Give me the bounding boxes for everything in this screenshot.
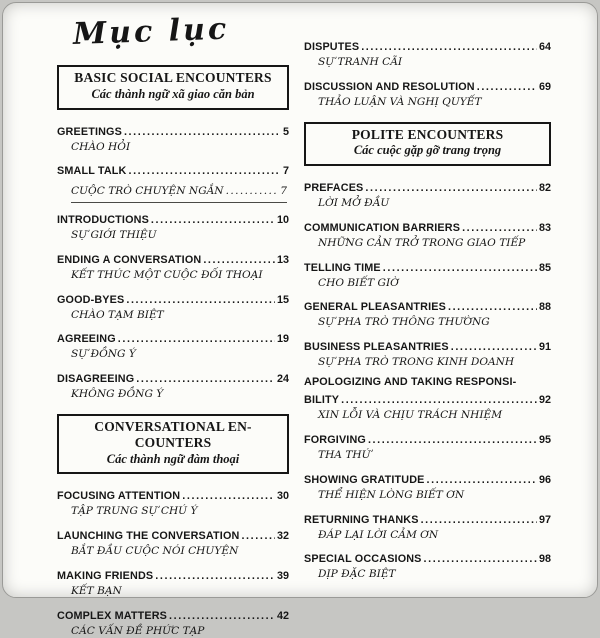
entry-title: GENERAL PLEASANTRIES — [304, 301, 446, 314]
table-of-contents-page — [2, 2, 598, 598]
entry-title: SHOWING GRATITUDE — [304, 474, 425, 487]
dot-leader — [203, 249, 275, 269]
entry-title: GREETINGS — [57, 126, 122, 139]
entry-subtitle: THỂ HIỆN LÒNG BIẾT ƠN — [318, 489, 551, 503]
section-title-line2: COUNTERS — [63, 435, 283, 451]
entry-subtitle: CHO BIẾT GIỜ — [318, 277, 551, 291]
toc-entry-small-talk — [57, 160, 289, 203]
entry-page-number: 88 — [539, 301, 551, 314]
dot-leader — [126, 289, 275, 309]
entry-subtitle: NHỮNG CẢN TRỞ TRONG GIAO TIẾP — [318, 237, 551, 251]
toc-entry-forgiving — [304, 429, 551, 463]
toc-entry-business-pleasantries — [304, 336, 551, 370]
entry-subtitle: SỰ PHA TRÒ TRONG KINH DOANH — [318, 356, 551, 370]
entry-page-number: 42 — [277, 610, 289, 623]
entry-page-number: 24 — [277, 373, 289, 386]
dot-leader — [182, 485, 275, 505]
toc-entry-disagreeing — [57, 368, 289, 402]
entry-subtitle: KẾT BẠN — [71, 585, 289, 599]
entry-row — [57, 209, 289, 229]
entry-page-number: 15 — [277, 294, 289, 307]
entry-title: BUSINESS PLEASANTRIES — [304, 341, 449, 354]
entry-subtitle: SỰ TRANH CÃI — [318, 56, 551, 70]
entry-row — [57, 368, 289, 388]
toc-entry-general-pleasantries — [304, 296, 551, 330]
entry-subtitle-page-number: 7 — [280, 185, 287, 199]
entry-page-number: 92 — [539, 394, 551, 407]
entry-title: PREFACES — [304, 182, 363, 195]
section-title: BASIC SOCIAL ENCOUNTERS — [63, 70, 283, 86]
entry-subtitle-row — [71, 180, 287, 203]
entry-page-number: 7 — [283, 165, 289, 178]
entry-row — [304, 36, 551, 56]
dot-leader — [136, 368, 275, 388]
section-header-basic-social-encounters — [57, 65, 289, 110]
entry-row — [304, 296, 551, 316]
entry-title: TELLING TIME — [304, 262, 381, 275]
entry-row — [304, 509, 551, 529]
entry-title-line2: BILITY — [304, 394, 339, 407]
entry-title: FORGIVING — [304, 434, 366, 447]
entry-subtitle: TẬP TRUNG SỰ CHÚ Ý — [71, 505, 289, 519]
entry-subtitle: ĐÁP LẠI LỜI CẢM ƠN — [318, 529, 551, 543]
entry-title-line1: APOLOGIZING AND TAKING RESPONSI- — [304, 376, 516, 389]
dot-leader — [368, 429, 537, 449]
entry-title: DISCUSSION AND RESOLUTION — [304, 81, 475, 94]
entry-page-number: 69 — [539, 81, 551, 94]
entry-page-number: 32 — [277, 530, 289, 543]
entry-row — [304, 389, 551, 409]
dot-leader — [169, 605, 275, 625]
toc-entry-telling-time — [304, 257, 551, 291]
entry-row — [304, 257, 551, 277]
entry-title: SMALL TALK — [57, 165, 126, 178]
entry-row — [57, 121, 289, 141]
dot-leader — [124, 121, 281, 141]
dot-leader — [424, 548, 537, 568]
toc-entry-discussion-and-resolution — [304, 76, 551, 110]
entry-row — [57, 485, 289, 505]
section-title: POLITE ENCOUNTERS — [310, 127, 545, 143]
entry-title: DISPUTES — [304, 41, 359, 54]
entry-row — [304, 217, 551, 237]
left-column — [57, 15, 289, 587]
entry-title: SPECIAL OCCASIONS — [304, 553, 422, 566]
entry-subtitle: THẢO LUẬN VÀ NGHỊ QUYẾT — [318, 96, 551, 110]
dot-leader — [477, 76, 537, 96]
entry-page-number: 13 — [277, 254, 289, 267]
toc-entry-returning-thanks — [304, 509, 551, 543]
entry-row — [304, 548, 551, 568]
page-title: Mục lục — [72, 9, 289, 52]
section-subtitle: Các thành ngữ đàm thoại — [63, 452, 283, 468]
toc-entry-apologizing-and-taking-responsibility — [304, 376, 551, 423]
dot-leader — [118, 328, 275, 348]
entry-subtitle: KẾT THÚC MỘT CUỘC ĐỐI THOẠI — [71, 269, 289, 283]
entry-page-number: 91 — [539, 341, 551, 354]
toc-entry-good-byes — [57, 289, 289, 323]
entry-row — [57, 328, 289, 348]
entry-row — [304, 336, 551, 356]
entry-subtitle: SỰ PHA TRÒ THÔNG THƯỜNG — [318, 316, 551, 330]
dot-leader — [151, 209, 275, 229]
entry-page-number: 97 — [539, 514, 551, 527]
entry-row — [57, 160, 289, 180]
toc-entry-disputes — [304, 36, 551, 70]
dot-leader — [128, 160, 281, 180]
entry-subtitle: CHÀO TẠM BIỆT — [71, 309, 289, 323]
entry-subtitle: KHÔNG ĐỒNG Ý — [71, 388, 289, 402]
section-subtitle: Các cuộc gặp gỡ trang trọng — [310, 143, 545, 159]
entry-row — [57, 565, 289, 585]
entry-subtitle: CUỘC TRÒ CHUYỆN NGẮN — [71, 185, 224, 199]
dot-leader — [421, 509, 537, 529]
section-header-polite-encounters — [304, 122, 551, 167]
toc-entry-complex-matters — [57, 605, 289, 638]
dot-leader — [241, 525, 275, 545]
dot-leader — [361, 36, 537, 56]
entry-page-number: 5 — [283, 126, 289, 139]
toc-entry-making-friends — [57, 565, 289, 599]
entry-page-number: 83 — [539, 222, 551, 235]
entry-subtitle: SỰ GIỚI THIỆU — [71, 229, 289, 243]
entry-subtitle: CHÀO HỎI — [71, 141, 289, 155]
right-column — [304, 15, 551, 587]
entry-subtitle: BẮT ĐẦU CUỘC NÓI CHUYỆN — [71, 545, 289, 559]
dot-leader — [451, 336, 537, 356]
entry-title: MAKING FRIENDS — [57, 570, 153, 583]
entry-subtitle: CÁC VẤN ĐỀ PHỨC TẠP — [71, 625, 289, 638]
entry-page-number: 39 — [277, 570, 289, 583]
section-title-line1: CONVERSATIONAL EN- — [63, 419, 283, 435]
entry-page-number: 95 — [539, 434, 551, 447]
dot-leader — [155, 565, 275, 585]
entry-title: LAUNCHING THE CONVERSATION — [57, 530, 239, 543]
entry-row — [304, 177, 551, 197]
entry-page-number: 19 — [277, 333, 289, 346]
entry-title: ENDING A CONVERSATION — [57, 254, 201, 267]
toc-entry-prefaces — [304, 177, 551, 211]
dot-leader — [427, 469, 537, 489]
entry-title: GOOD-BYES — [57, 294, 124, 307]
dot-leader — [226, 180, 279, 201]
toc-entry-communication-barriers — [304, 217, 551, 251]
entry-page-number: 30 — [277, 490, 289, 503]
section-subtitle: Các thành ngữ xã giao căn bản — [63, 87, 283, 103]
dot-leader — [365, 177, 537, 197]
entry-page-number: 64 — [539, 41, 551, 54]
toc-entry-greetings — [57, 121, 289, 155]
dot-leader — [462, 217, 537, 237]
toc-entry-focusing-attention — [57, 485, 289, 519]
entry-title: FOCUSING ATTENTION — [57, 490, 180, 503]
entry-subtitle: SỰ ĐỒNG Ý — [71, 348, 289, 362]
entry-row — [57, 605, 289, 625]
toc-entry-special-occasions — [304, 548, 551, 582]
toc-entry-agreeing — [57, 328, 289, 362]
entry-page-number: 85 — [539, 262, 551, 275]
entry-page-number: 96 — [539, 474, 551, 487]
entry-title: DISAGREEING — [57, 373, 134, 386]
entry-page-number: 82 — [539, 182, 551, 195]
toc-entry-showing-gratitude — [304, 469, 551, 503]
entry-row — [304, 76, 551, 96]
toc-entry-ending-a-conversation — [57, 249, 289, 283]
entry-subtitle: DỊP ĐẶC BIỆT — [318, 568, 551, 582]
entry-row — [304, 429, 551, 449]
entry-subtitle: LỜI MỞ ĐẦU — [318, 197, 551, 211]
entry-title: COMMUNICATION BARRIERS — [304, 222, 460, 235]
entry-title: INTRODUCTIONS — [57, 214, 149, 227]
entry-row — [304, 376, 551, 389]
entry-row — [57, 289, 289, 309]
dot-leader — [448, 296, 537, 316]
entry-subtitle: THA THỨ — [318, 449, 551, 463]
entry-page-number: 10 — [277, 214, 289, 227]
section-header-conversational-encounters — [57, 414, 289, 474]
entry-title: AGREEING — [57, 333, 116, 346]
dot-leader — [341, 389, 537, 409]
entry-title: COMPLEX MATTERS — [57, 610, 167, 623]
toc-entry-launching-the-conversation — [57, 525, 289, 559]
entry-row — [304, 469, 551, 489]
entry-row — [57, 249, 289, 269]
entry-row — [57, 525, 289, 545]
entry-subtitle: XIN LỖI VÀ CHỊU TRÁCH NHIỆM — [318, 409, 551, 423]
dot-leader — [383, 257, 537, 277]
entry-page-number: 98 — [539, 553, 551, 566]
toc-entry-introductions — [57, 209, 289, 243]
entry-title: RETURNING THANKS — [304, 514, 419, 527]
